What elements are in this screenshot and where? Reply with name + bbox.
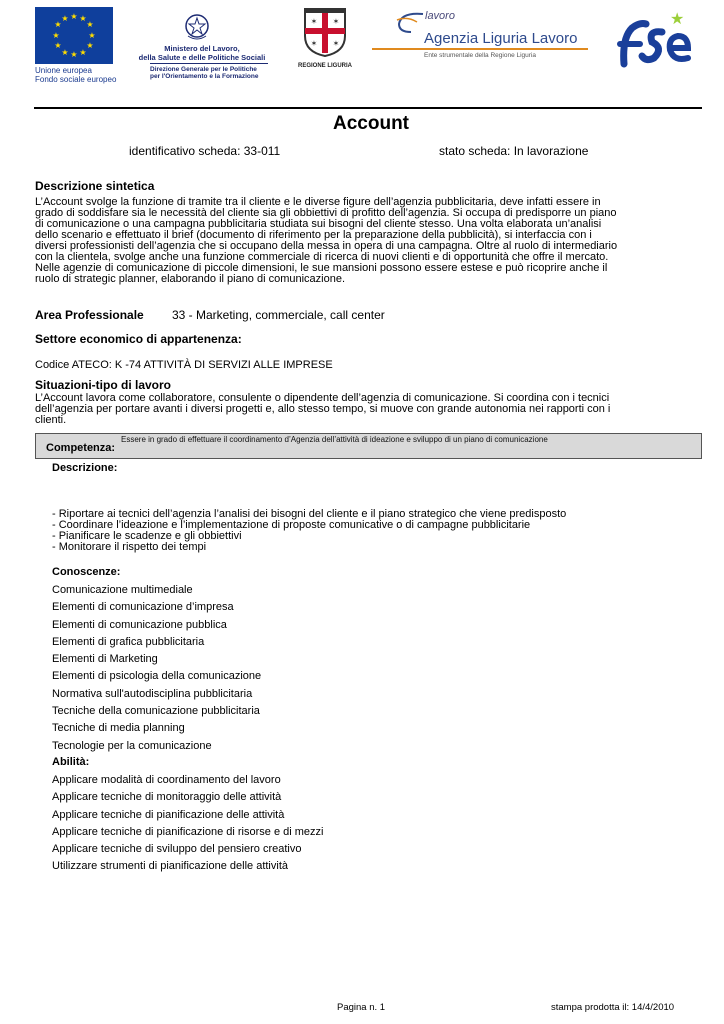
descrizione-text: [35, 197, 637, 285]
ministero-line2: della Salute e delle Politiche Sociali: [138, 53, 266, 62]
list-item: Applicare modalità di coordinamento del lavoro: [52, 774, 281, 786]
ministero-sub1: Direzione Generale per le Politiche: [150, 66, 257, 73]
descrizione-line: Nelle agenzie di comunicazione di piccole dimensioni, le sue mansioni possono essere estese e può ricoprire anche il: [35, 262, 608, 274]
svg-text:★: ★: [670, 9, 685, 28]
svg-text:★: ★: [88, 31, 96, 40]
descrizione-heading: Descrizione sintetica: [35, 179, 155, 193]
situazioni-line: clienti.: [35, 414, 67, 426]
list-item: Utilizzare strumenti di pianificazione delle attività: [52, 860, 288, 873]
italian-emblem-icon: [184, 12, 210, 42]
situazioni-heading: Situazioni-tipo di lavoro: [35, 378, 171, 392]
list-item: Elementi di comunicazione pubblica: [52, 618, 227, 631]
regione-caption: REGIONE LIGURIA: [297, 63, 352, 69]
ministero-line1: Ministero del Lavoro,: [164, 44, 240, 53]
fse-logo-icon: [612, 4, 694, 76]
ministero-title: [132, 44, 272, 62]
list-item: - Pianificare le scadenze e gli obbiettivi: [52, 530, 242, 542]
list-item: - Monitorare il rispetto dei tempi: [52, 541, 207, 553]
descrizione-line: di comunicazione o una campagna pubblicitaria studiata sui bisogni del cliente stesso. Una volta elaborata un’analisi: [35, 218, 602, 230]
ministero-divider: [150, 63, 268, 64]
list-item: - Coordinare l’ideazione e l’implementazione di proposte comunicative o di campagne pubblicitarie: [52, 519, 531, 531]
agenzia-lavoro-text: lavoro: [425, 10, 455, 22]
ministero-subtitle: [150, 66, 270, 80]
svg-text:★: ★: [86, 20, 94, 29]
regione-liguria-shield-icon: [302, 6, 348, 58]
svg-text:★: ★: [54, 41, 62, 50]
conoscenze-list: [52, 584, 261, 757]
competenza-box: [35, 433, 702, 459]
agenzia-name: Agenzia Liguria Lavoro: [424, 30, 578, 47]
list-item: Tecniche di media planning: [52, 722, 185, 735]
eu-caption-line1: Unione europea: [35, 66, 92, 75]
svg-text:✶: ✶: [310, 17, 318, 26]
list-item: Elementi di grafica pubblicitaria: [52, 635, 205, 648]
eu-caption-line2: Fondo sociale europeo: [35, 75, 117, 84]
agenzia-subtitle: Ente strumentale della Regione Liguria: [424, 52, 537, 59]
page-title: Account: [333, 113, 409, 134]
svg-text:✶: ✶: [310, 39, 318, 48]
svg-text:★: ★: [70, 12, 78, 21]
conoscenze-heading: Conoscenze:: [52, 566, 121, 578]
ministero-sub2: per l'Orientamento e la Formazione: [150, 73, 259, 80]
ateco-code: Codice ATECO: K -74 ATTIVITÀ DI SERVIZI ALLE IMPRESE: [35, 359, 333, 371]
header-divider: [34, 107, 702, 109]
scheda-status: stato scheda: In lavorazione: [439, 144, 589, 158]
descrizione-line: ruolo di strategic planner, elaborando il piano di comunicazione.: [35, 273, 346, 285]
situazioni-text: [35, 393, 637, 426]
eu-caption: [35, 66, 135, 84]
competenza-label: Competenza:: [46, 442, 116, 454]
scheda-id: identificativo scheda: 33-011: [129, 144, 281, 158]
abilita-heading: Abilità:: [52, 756, 90, 768]
svg-text:★: ★: [52, 31, 60, 40]
descrizione-line: grado di soddisfare sia le necessità del cliente sia gli obbiettivi di profitto dell’agenzia. Si occupa di predisporre un piano: [35, 207, 617, 219]
descrizione-line: L’Account svolge la funzione di tramite tra il cliente e le diverse figure dell’agenzia pubblicitaria, deve infatti essere in: [35, 196, 601, 208]
settore-heading: Settore economico di appartenenza:: [35, 332, 242, 346]
list-item: Applicare tecniche di sviluppo del pensiero creativo: [52, 843, 302, 856]
svg-text:✶: ✶: [332, 17, 340, 26]
print-date: stampa prodotta il: 14/4/2010: [551, 1002, 675, 1013]
list-item: Applicare tecniche di pianificazione di risorse e di mezzi: [52, 825, 324, 838]
svg-text:★: ★: [61, 14, 69, 23]
agenzia-divider: [372, 48, 588, 50]
descrizione-line: dello scenario e effettuato il brief (documento di riferimento per la preparazione della pubblicità), si interfaccia con i: [35, 229, 592, 241]
svg-text:✶: ✶: [332, 39, 340, 48]
area-value: 33 - Marketing, commerciale, call center: [172, 308, 385, 322]
competenza-value: Essere in grado di effettuare il coordinamento d’Agenzia dell’attività di ideazione e sviluppo di un piano di comunicazione: [121, 435, 548, 444]
competenza-descrizione-heading: Descrizione:: [52, 462, 118, 474]
list-item: Comunicazione multimediale: [52, 584, 193, 596]
list-item: Tecnologie per la comunicazione: [52, 739, 212, 752]
eu-stars-icon: [35, 7, 113, 64]
list-item: Tecniche della comunicazione pubblicitaria: [52, 705, 260, 718]
area-label: Area Professionale: [35, 308, 144, 322]
eu-flag-logo: [35, 7, 113, 64]
situazioni-line: L’Account lavora come collaboratore, consulente o dipendente dell’agenzia di comunicazione. Si coordina con i tecnici: [35, 392, 610, 404]
situazioni-line: dell’agenzia per portare avanti i diversi progetti e, allo stesso tempo, si muove con grande autonomia nei rapporti con i: [35, 403, 611, 415]
task-list: [52, 509, 566, 553]
abilita-list: [52, 774, 323, 878]
svg-text:★: ★: [86, 41, 94, 50]
descrizione-line: diversi professionisti dell’agenzia che si occupano della messa in opera di una campagna. Oltre al ruolo di intermediario: [35, 240, 618, 252]
list-item: Normativa sull'autodisciplina pubblicitaria: [52, 687, 253, 700]
list-item: Applicare tecniche di monitoraggio delle attività: [52, 791, 282, 804]
svg-text:★: ★: [54, 20, 62, 29]
list-item: Elementi di Marketing: [52, 653, 158, 666]
list-item: Elementi di psicologia della comunicazione: [52, 670, 262, 683]
svg-text:★: ★: [79, 14, 87, 23]
list-item: Elementi di comunicazione d’impresa: [52, 601, 234, 614]
svg-text:★: ★: [61, 48, 69, 57]
svg-text:★: ★: [79, 48, 87, 57]
list-item: Applicare tecniche di pianificazione delle attività: [52, 808, 285, 821]
page-number: Pagina n. 1: [337, 1002, 386, 1013]
descrizione-line: con la clientela, svolge anche una funzione commerciale di ricerca di nuovi clienti e di opportunità che offre il mercato.: [35, 251, 609, 263]
list-item: - Riportare ai tecnici dell’agenzia l’analisi dei bisogni del cliente e il piano strategico che viene predisposto: [52, 508, 567, 520]
svg-text:★: ★: [70, 50, 78, 59]
